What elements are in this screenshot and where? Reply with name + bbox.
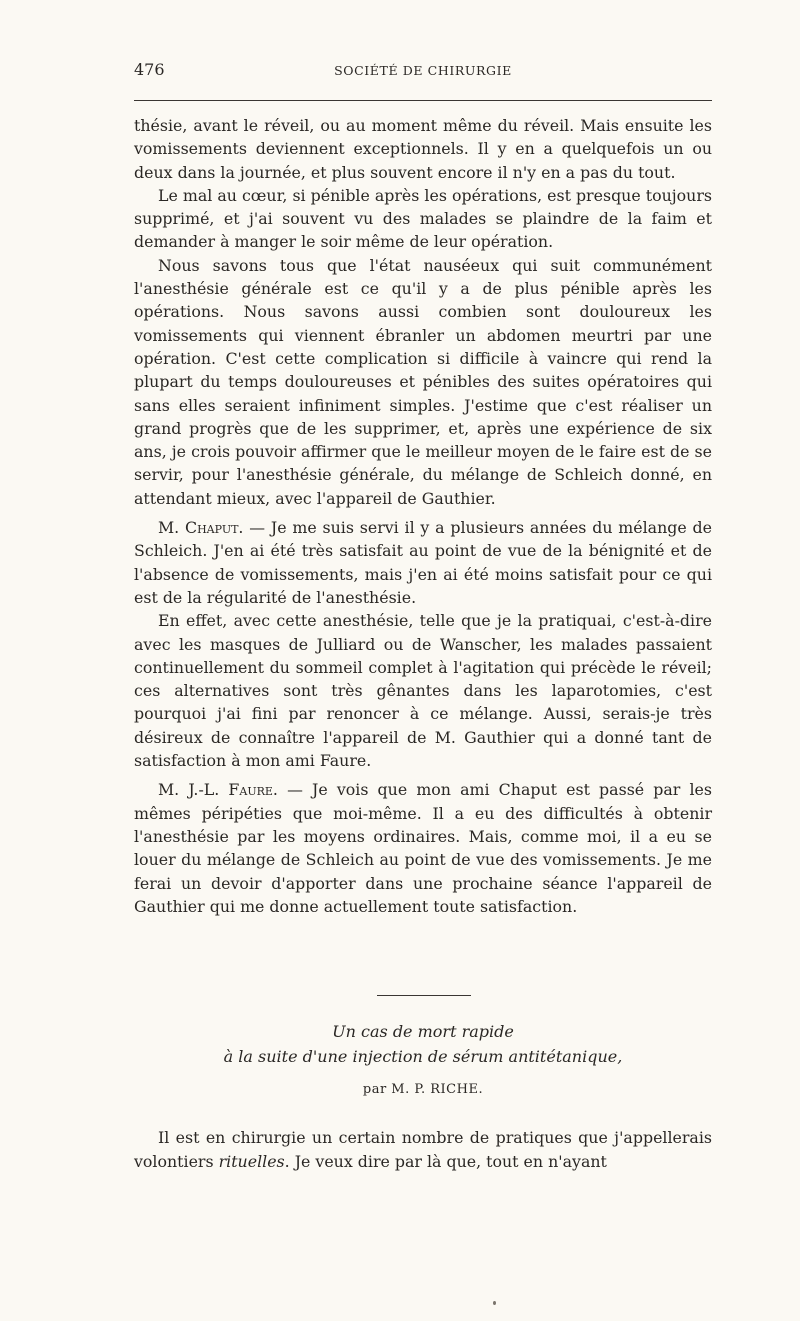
- paragraph-2: Le mal au cœur, si pénible après les opérations, est presque toujours supprimé, et j'ai souvent vu des malades se plaindre de la faim et demander à manger le soir même de leur opération.: [134, 185, 712, 252]
- section-separator: [377, 995, 471, 996]
- page-speck: [493, 1301, 496, 1305]
- page-number: 476: [134, 60, 165, 79]
- article-body: [134, 1126, 712, 1174]
- article-text-end: . Je veux dire par là que, tout en n'ayant: [284, 1152, 607, 1171]
- running-head: SOCIÉTÉ DE CHIRURGIE: [334, 63, 512, 78]
- article-title-line-1: Un cas de mort rapide: [332, 1022, 514, 1041]
- paragraph-chaput: [134, 516, 712, 609]
- article-text-emphasis: rituelles: [218, 1152, 285, 1171]
- article-title-line-2: à la suite d'une injection de sérum antitétanique,: [223, 1047, 623, 1066]
- chaput-text: — Je me suis servi il y a plusieurs années du mélange de Schleich. J'en ai été très satisfait au point de vue de la bénignité et de l'absence de vomissements, mais j'en ai été moins satisfait pour ce qui est de la régularité de l'anesthésie.: [134, 518, 713, 607]
- article-paragraph: [134, 1126, 712, 1174]
- page-header: [134, 60, 712, 88]
- article-title: [134, 1019, 712, 1069]
- body-text: [134, 114, 712, 918]
- paragraph-1: thésie, avant le réveil, ou au moment même du réveil. Mais ensuite les vomissements deviennent exceptionnels. Il y en a quelquefois un ou deux dans la journée, et plus souvent encore il n'y en a pas du tout.: [134, 116, 712, 182]
- paragraph-5: En effet, avec cette anesthésie, telle que je la pratiquai, c'est-à-dire avec les masques de Julliard ou de Wanscher, les malades passaient continuellement du sommeil complet à l'agitation qui précède le réveil; ces alternatives sont très gênantes dans les laparotomies, c'est pourquoi j'ai fini par renoncer à ce mélange. Aussi, serais-je très désireux de connaître l'appareil de M. Gauthier qui a donné tant de satisfaction à mon ami Faure.: [134, 611, 712, 771]
- article-text-start: Il est en chirurgie un certain nombre de pratiques que j'appellerais volontiers: [134, 1128, 712, 1171]
- article-byline: par M. P. RICHE.: [362, 1082, 484, 1097]
- paragraph-faure: [134, 778, 712, 918]
- faure-text: — Je vois que mon ami Chaput est passé par les mêmes péripéties que moi-même. Il a eu des difficultés à obtenir l'anesthésie par les moyens ordinaires. Mais, comme moi, il a eu se louer du mélange de Schleich au point de vue des vomissements. Je me ferai un devoir d'apporter dans une prochaine séance l'appareil de Gauthier qui me donne actuellement toute satisfaction.: [134, 780, 712, 916]
- speaker-faure: M. J.-L. Faure.: [158, 780, 278, 800]
- speaker-chaput: M. Chaput.: [158, 518, 244, 538]
- paragraph-3: Nous savons tous que l'état nauséeux qui suit communément l'anesthésie générale est ce qu'il y a de plus pénible après les opérations. Nous savons aussi combien sont douloureux les vomissements qui viennent ébranler un abdomen meurtri par une opération. C'est cette complication si difficile à vaincre qui rend la plupart du temps douloureuses et pénibles des suites opératoires qui sans elles seraient infiniment simples. J'estime que c'est réaliser un grand progrès que de les supprimer, et, après une expérience de six ans, je crois pouvoir affirmer que le meilleur moyen de le faire est de se servir, pour l'anesthésie générale, du mélange de Schleich donné, en attendant mieux, avec l'appareil de Gauthier.: [134, 255, 712, 508]
- header-rule: [134, 100, 712, 101]
